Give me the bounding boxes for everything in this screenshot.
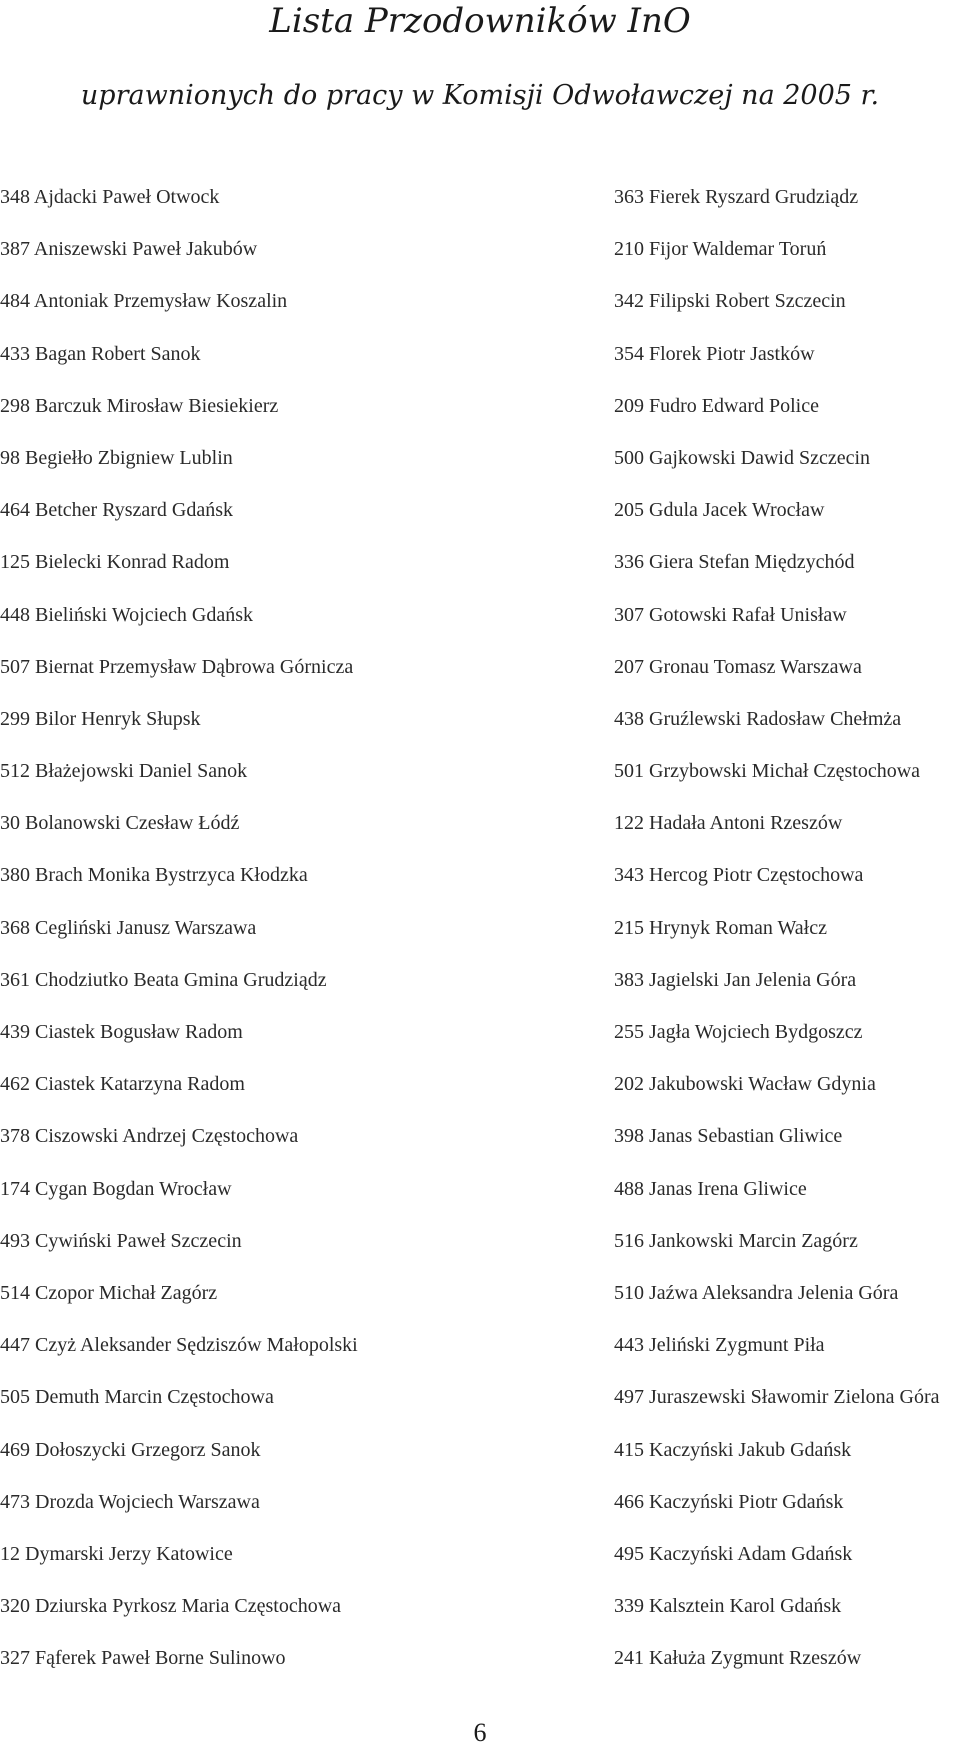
list-entry: 383 Jagielski Jan Jelenia Góra: [614, 968, 857, 991]
list-entry: 30 Bolanowski Czesław Łódź: [0, 812, 240, 835]
list-entry: 516 Jankowski Marcin Zagórz: [614, 1229, 858, 1252]
list-entry: 495 Kaczyński Adam Gdańsk: [614, 1542, 853, 1565]
list-entry: 122 Hadała Antoni Rzeszów: [614, 812, 843, 835]
list-entry: 505 Demuth Marcin Częstochowa: [0, 1386, 274, 1409]
list-entry: 514 Czopor Michał Zagórz: [0, 1281, 218, 1304]
list-entry: 464 Betcher Ryszard Gdańsk: [0, 499, 234, 522]
list-entry: 339 Kalsztein Karol Gdańsk: [614, 1595, 842, 1618]
list-entry: 98 Begiełło Zbigniew Lublin: [0, 446, 233, 469]
list-entry: 500 Gajkowski Dawid Szczecin: [614, 446, 871, 469]
list-entry: 469 Dołoszycki Grzegorz Sanok: [0, 1438, 261, 1461]
list-entry: 215 Hrynyk Roman Wałcz: [614, 916, 827, 939]
list-entry: 488 Janas Irena Gliwice: [614, 1177, 807, 1200]
list-entry: 368 Cegliński Janusz Warszawa: [0, 916, 257, 939]
list-entry: 209 Fudro Edward Police: [614, 394, 819, 417]
list-entry: 125 Bielecki Konrad Radom: [0, 551, 230, 574]
list-entry: 443 Jeliński Zygmunt Piła: [614, 1334, 825, 1357]
list-entry: 210 Fijor Waldemar Toruń: [614, 238, 827, 261]
list-entry: 205 Gdula Jacek Wrocław: [614, 499, 825, 522]
list-entry: 493 Cywiński Paweł Szczecin: [0, 1229, 242, 1252]
list-entry: 361 Chodziutko Beata Gmina Grudziądz: [0, 968, 327, 991]
list-entry: 336 Giera Stefan Międzychód: [614, 551, 855, 574]
list-entry: 174 Cygan Bogdan Wrocław: [0, 1177, 232, 1200]
list-entry: 380 Brach Monika Bystrzyca Kłodzka: [0, 864, 308, 887]
list-entry: 439 Ciastek Bogusław Radom: [0, 1021, 243, 1043]
list-entry: 207 Gronau Tomasz Warszawa: [614, 655, 862, 678]
list-entry: 497 Juraszewski Sławomir Zielona Góra: [614, 1386, 940, 1409]
document-title: Lista Przodowników InO: [269, 1, 691, 41]
list-entry: 415 Kaczyński Jakub Gdańsk: [614, 1438, 852, 1461]
list-entry: 354 Florek Piotr Jastków: [614, 342, 815, 365]
list-entry: 202 Jakubowski Wacław Gdynia: [614, 1073, 876, 1096]
list-entry: 510 Jaźwa Aleksandra Jelenia Góra: [614, 1281, 899, 1304]
list-entry: 307 Gotowski Rafał Unisław: [614, 603, 847, 626]
page-number: 6: [473, 1718, 487, 1747]
list-entry: 298 Barczuk Mirosław Biesiekierz: [0, 394, 279, 417]
list-entry: 466 Kaczyński Piotr Gdańsk: [614, 1490, 844, 1513]
list-entry: 484 Antoniak Przemysław Koszalin: [0, 290, 288, 313]
list-entry: 501 Grzybowski Michał Częstochowa: [614, 760, 921, 783]
list-entry: 512 Błażejowski Daniel Sanok: [0, 760, 248, 783]
list-entry: 387 Aniszewski Paweł Jakubów: [0, 238, 258, 261]
list-entry: 462 Ciastek Katarzyna Radom: [0, 1073, 245, 1096]
list-entry: 363 Fierek Ryszard Grudziądz: [614, 186, 859, 208]
document-subtitle: uprawnionych do pracy w Komisji Odwoławczej na 2005 r.: [80, 80, 880, 111]
list-entry: 398 Janas Sebastian Gliwice: [614, 1125, 843, 1148]
list-entry: 255 Jagła Wojciech Bydgoszcz: [614, 1021, 863, 1043]
list-entry: 343 Hercog Piotr Częstochowa: [614, 864, 864, 887]
list-entry: 433 Bagan Robert Sanok: [0, 342, 201, 365]
list-entry: 448 Bieliński Wojciech Gdańsk: [0, 603, 253, 626]
list-entry: 507 Biernat Przemysław Dąbrowa Górnicza: [0, 655, 354, 678]
list-entry: 241 Kałuża Zygmunt Rzeszów: [614, 1647, 862, 1670]
list-entry: 348 Ajdacki Paweł Otwock: [0, 186, 220, 208]
list-entry: 327 Fąferek Paweł Borne Sulinowo: [0, 1647, 286, 1670]
list-entry: 473 Drozda Wojciech Warszawa: [0, 1490, 260, 1513]
list-entry: 378 Ciszowski Andrzej Częstochowa: [0, 1125, 299, 1148]
right-column-list: [614, 182, 960, 1695]
list-entry: 299 Bilor Henryk Słupsk: [0, 707, 201, 730]
list-entry: 342 Filipski Robert Szczecin: [614, 290, 846, 313]
list-entry: 320 Dziurska Pyrkosz Maria Częstochowa: [0, 1595, 342, 1618]
list-entry: 12 Dymarski Jerzy Katowice: [0, 1542, 233, 1565]
left-column-list: [0, 182, 520, 1695]
list-entry: 447 Czyż Aleksander Sędziszów Małopolski: [0, 1334, 358, 1357]
list-entry: 438 Gruźlewski Radosław Chełmża: [614, 707, 902, 730]
